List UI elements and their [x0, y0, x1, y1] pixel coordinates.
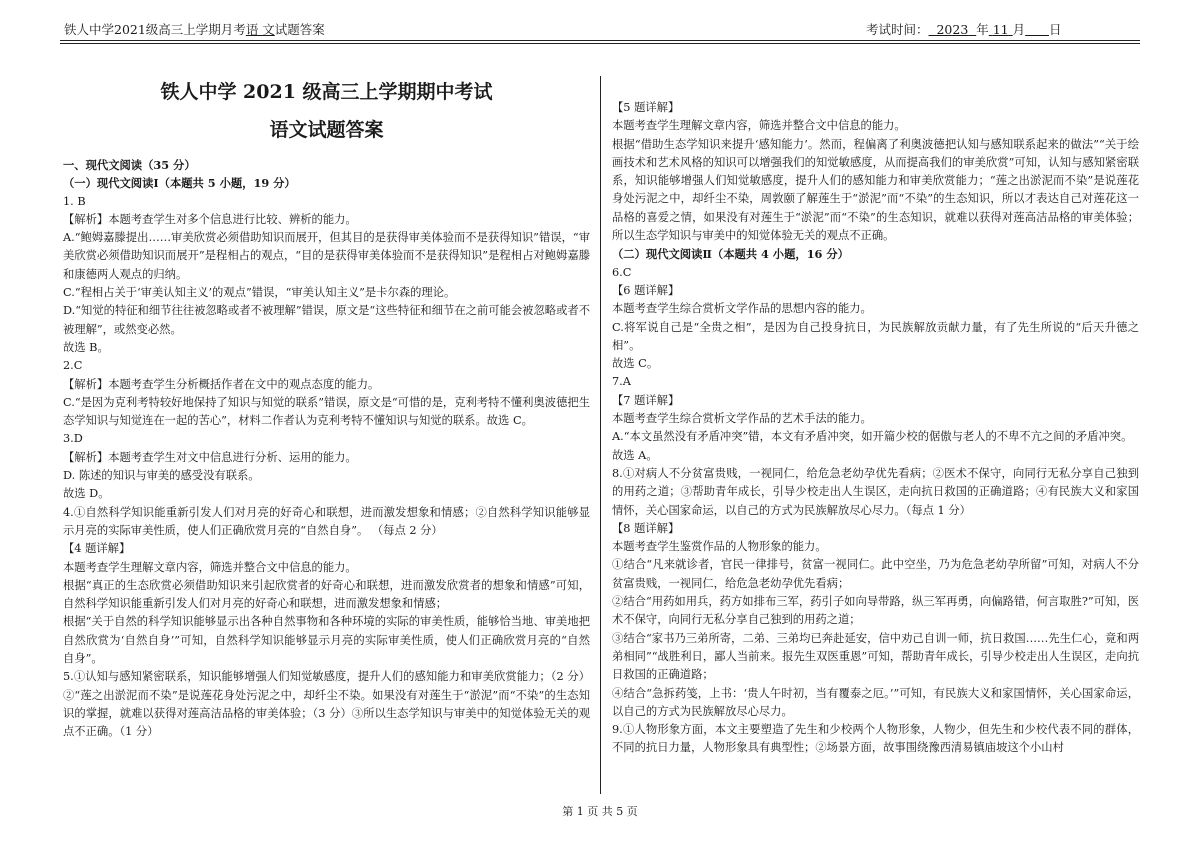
answer-paragraph: 7.A	[612, 375, 631, 389]
answer-paragraph: A.“鲍姆嘉滕提出……审美欣赏必须借助知识而展开，但其目的是获得审美体验而不是获得知识”错误，“审美欣赏必须借助知识而展开”是程相占的观点，“目的是获得审美体验而不是获得知识”是程相占对鲍姆嘉滕和康德两人观点的归纳。	[63, 231, 590, 281]
answer-paragraph: 根据“关于自然的科学知识能够显示出各种自然事物和各种环境的实际的审美性质，能够恰当地、审美地把自然欣赏为‘自然自身’”可知，自然科学知识能够显示月亮的实际审美性质，使人们正确欣赏月亮的“自然自身”。	[63, 615, 590, 666]
exam-day-blank	[1025, 22, 1049, 37]
answer-paragraph: 【7 题详解】	[612, 393, 680, 407]
answer-paragraph: 5.①认知与感知紧密联系，知识能够增强人们知觉敏感度，提升人们的感知能力和审美欣赏能力；（2 分）②“莲之出淤泥而不染”是说莲花身处污泥之中，却纤尘不染。如果没有对莲生于“淤泥”而“不染”的生态知识的掌握，就难以获得对莲高洁品格的审美体验；（3 分）③所以生态学知识与审美中的知觉体验无关的观点不正确。（1 分）	[63, 670, 590, 739]
header-rule	[60, 40, 1140, 41]
answer-paragraph: D. 陈述的知识与审美的感受没有联系。	[63, 469, 260, 483]
header-left	[64, 22, 325, 38]
answer-paragraph: D.“知觉的特征和细节往往被忽略或者不被理解”错误，原文是“这些特征和细节在之前可能会被忽略或者不被理解”，或然变必然。	[63, 304, 590, 336]
answer-paragraph: 根据“借助生态学知识来提升‘感知能力’。然而，程偏离了利奥波德把认知与感知联系起来的做法”“关于绘画技术和艺术风格的知识可以增强我们的知觉敏感度，从而提高我们的审美欣赏”可知，认知与感知紧密联系，知识能够增强人们知觉敏感度，提升人们的感知能力和审美欣赏能力；“莲之出淤泥而不染”是说莲花身处污泥之中，却纤尘不染，周敦颐了解莲生于“淤泥”而“不染”的生态知识，所以才表达自己对莲花这一品格的喜爱之情，如果没有对莲生于“淤泥”而“不染”的生态知识，就难以获得对莲高洁品格的审美体验；所以生态学知识与审美中的知觉体验无关的观点不正确。	[612, 137, 1139, 243]
exam-year: 2023	[936, 22, 969, 37]
answer-paragraph: 故选 A。	[612, 448, 658, 462]
answer-paragraph: 【6 题详解】	[612, 283, 680, 297]
answer-paragraph: 故选 C。	[612, 357, 659, 371]
right-column	[612, 99, 1139, 758]
answer-paragraph: 【解析】本题考查学生对文中信息进行分析、运用的能力。	[63, 450, 357, 464]
page-number: 第 1 页 共 5 页	[562, 805, 638, 818]
month-unit: 月	[1012, 22, 1026, 37]
answer-paragraph: 9.①人物形象方面，本文主要塑造了先生和少校两个人物形象，人物少，但先生和少校代表不同的群体，不同的抗日力量，人物形象具有典型性；②场景方面，故事围绕豫西清易镇庙坡这个小山村	[612, 723, 1139, 755]
exam-time-label: 考试时间：	[866, 22, 929, 37]
left-column	[63, 80, 590, 742]
answer-paragraph: 本题考查学生理解文章内容，筛选并整合文中信息的能力。	[63, 560, 357, 574]
year-unit: 年	[976, 22, 989, 37]
header-rule-double	[60, 43, 1140, 44]
answer-paragraph: C.“程相占关于‘审美认知主义’的观点”错误，“审美认知主义”是卡尔森的理论。	[63, 286, 456, 300]
left-paragraphs	[63, 156, 590, 742]
answer-paragraph: ②结合“用药如用兵，药方如排布三军，药引子如向导带路，纵三军再勇，向偏路错，何言取胜?”可知，医术不保守，向同行无私分享自己独到的用药之道；	[612, 595, 1139, 627]
answer-paragraph: 【8 题详解】	[612, 521, 680, 535]
answer-paragraph: ④结合“急拆药笺，上书：‘贵人午时初，当有覆泰之厄。’”可知，有民族大义和家国情怀，关心国家命运，以自己的方式为民族解放尽心尽力。	[612, 686, 1139, 718]
answer-paragraph: A.“本文虽然没有矛盾冲突”错，本文有矛盾冲突，如开篇少校的倨傲与老人的不卑不亢之间的矛盾冲突。	[612, 430, 1133, 444]
day-unit: 日	[1048, 22, 1062, 37]
answer-paragraph: 根据“真正的生态欣赏必须借助知识来引起欣赏者的好奇心和联想，进而激发欣赏者的想象和情感”可知，自然科学知识能重新引发人们对月亮的好奇心和联想，进而激发想象和情感；	[63, 578, 590, 611]
answer-paragraph: 3.D	[63, 432, 83, 446]
exam-title: 铁人中学 2021 级高三上学期期中考试	[160, 81, 493, 103]
answer-paragraph: 一、现代文阅读（35 分）	[63, 158, 196, 172]
answer-paragraph: ①结合“凡来就诊者，官民一律排号，贫富一视同仁。此中空坐，乃为危急老幼孕所留”可知，对病人不分贫富贵贱，一视同仁，给危急老幼孕优先看病；	[612, 558, 1139, 590]
right-paragraphs	[612, 99, 1139, 758]
answer-paragraph: 本题考查学生综合赏析文学作品的艺术手法的能力。	[612, 412, 872, 426]
header-right	[866, 22, 1062, 38]
answer-paragraph: 6.C	[612, 265, 632, 279]
answer-paragraph: 本题考查学生理解文章内容，筛选并整合文中信息的能力。	[612, 119, 906, 133]
answer-paragraph: 4.①自然科学知识能重新引发人们对月亮的好奇心和联想，进而激发想象和情感；②自然科学知识能够显示月亮的实际审美性质，使人们正确欣赏月亮的“自然自身”。 （每点 2 分）	[63, 505, 590, 537]
answer-paragraph: 8.①对病人不分贫富贵贱，一视同仁，给危急老幼孕优先看病；②医术不保守，向同行无私分享自己独到的用药之道；③帮助青年成长，引导少校走出人生误区，走向抗日救国的正确道路；④有民族大义和家国情怀，关心国家命运，以自己的方式为民族解放尽心尽力。（每点 1 分）	[612, 466, 1139, 517]
header-school-exam: 铁人中学2021级高三上学期月考	[64, 22, 246, 37]
answer-title: 语文试题答案	[269, 119, 384, 141]
answer-paragraph: 故选 D。	[63, 487, 110, 501]
answer-paragraph: 1. B	[63, 194, 86, 208]
answer-paragraph: 故选 B。	[63, 340, 109, 354]
answer-paragraph: 【5 题详解】	[612, 101, 680, 114]
answer-paragraph: C.“是因为克利考特较好地保持了知识与知觉的联系”错误，原文是“可惜的是，克利考特不懂利奥波德把生态学知识与知觉连在一起的苦心”，材料二作者认为克利考特不懂知识与知觉的联系。故选 C。	[63, 395, 590, 428]
answer-paragraph: C.将军说自己是“全贵之相”，是因为自己投身抗日，为民族解放贡献力量，有了先生所说的“后天升德之相”。	[612, 320, 1139, 352]
answer-paragraph: 本题考查学生综合赏析文学作品的思想内容的能力。	[612, 302, 872, 316]
answer-paragraph: 【解析】本题考查学生对多个信息进行比较、辨析的能力。	[63, 212, 357, 226]
header-answer-label: 试题答案	[274, 22, 325, 37]
answer-paragraph: 【4 题详解】	[63, 542, 131, 556]
header-subject: 语 文	[245, 22, 275, 37]
exam-month: 11	[992, 22, 1009, 37]
column-divider	[600, 76, 601, 794]
answer-paragraph: 2.C	[63, 359, 83, 373]
answer-paragraph: （一）现代文阅读Ⅰ（本题共 5 小题，19 分）	[63, 176, 296, 191]
answer-paragraph: （二）现代文阅读Ⅱ（本题共 4 小题，16 分）	[612, 247, 849, 262]
answer-paragraph: ③结合“家书乃三弟所寄，二弟、三弟均已奔赴延安，信中劝己自训一师，抗日救国……先生仁心，竟和两弟相同”“战胜利日，鄙人当前来。报先生双医重恩”可知，帮助青年成长，引导少校走出人生误区，走向抗日救国的正确道路；	[612, 631, 1139, 682]
answer-paragraph: 本题考查学生鉴赏作品的人物形象的能力。	[612, 540, 827, 554]
answer-paragraph: 【解析】本题考查学生分析概括作者在文中的观点态度的能力。	[63, 377, 380, 391]
